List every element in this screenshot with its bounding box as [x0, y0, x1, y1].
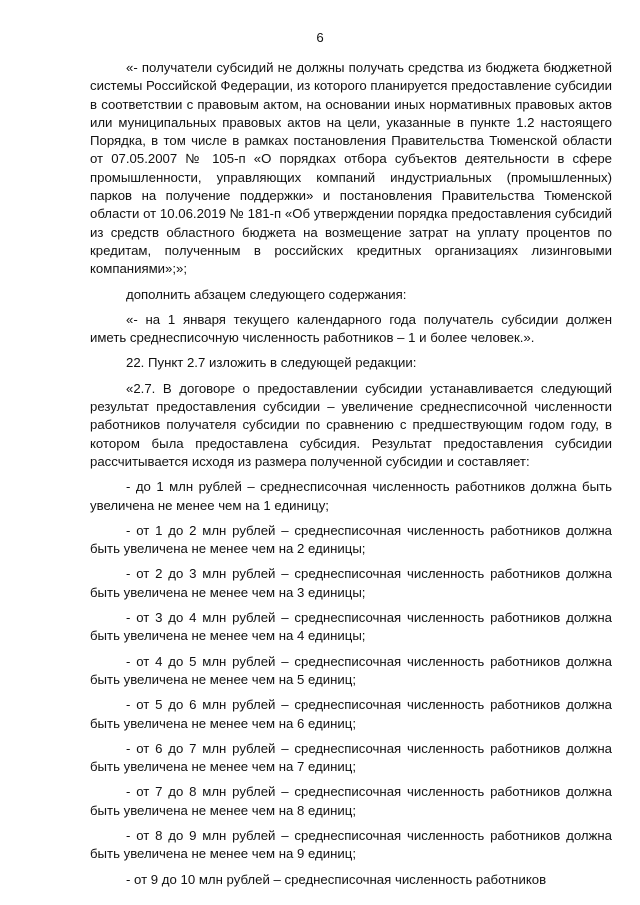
- list-item: - от 5 до 6 млн рублей – среднесписочная численность работников должна быть увеличена не менее чем на 6 единиц;: [90, 697, 612, 731]
- paragraph-headcount-requirement: «- на 1 января текущего календарного года получатель субсидии должен иметь среднесписочную численность работников – 1 и более человек.».: [90, 311, 612, 346]
- list-item: - от 4 до 5 млн рублей – среднесписочная численность работников должна быть увеличена не менее чем на 5 единиц;: [90, 653, 612, 687]
- list-item: - от 9 до 10 млн рублей – среднесписочная численность работников: [126, 871, 547, 887]
- list-item: - от 7 до 8 млн рублей – среднесписочная численность работников должна быть увеличена не менее чем на 8 единиц;: [90, 784, 612, 818]
- paragraph-clause-2-7: «2.7. В договоре о предоставлении субсидии устанавливается следующий результат предоставления субсидии – увеличение среднесписочной численности работников получателя субсидии по сравнению с предшествующим годом году, в котором была предоставлена субсидия. Результат предоставления субсидии рассчитывается исходя из размера полученной субсидии и составляет:: [90, 380, 612, 469]
- list-item: - от 2 до 3 млн рублей – среднесписочная численность работников должна быть увеличена не менее чем на 3 единицы;: [90, 566, 612, 600]
- paragraph-recipients-requirement: «- получатели субсидий не должны получать средства из бюджета бюджетной системы Российской Федерации, из которого планируется предоставление субсидии в соответствии с правовым актом, на основании иных нормативных правовых актов или муниципальных правовых актов на цели, указанные в пункте 1.2 настоящего Порядка, в том числе в рамках постановления Правительства Тюменской области от 07.05.2007 № 105-п «О порядках отбора субъектов деятельности в сфере промышленности, управляющих компаний индустриальных (промышленных) парков на получение поддержки» и постановления Правительства Тюменской области от 10.06.2019 № 181-п «Об утверждении порядка предоставления субсидий из средств областного бюджета на возмещение затрат на уплату процентов по кредитам, полученным в российских кредитных организациях лизинговыми компаниями»;»;: [90, 60, 612, 277]
- list-item: - до 1 млн рублей – среднесписочная численность работников должна быть увеличена не менее чем на 1 единицу;: [90, 479, 612, 513]
- page-number: 6: [316, 30, 324, 45]
- list-item: - от 6 до 7 млн рублей – среднесписочная численность работников должна быть увеличена не менее чем на 7 единиц;: [90, 740, 612, 775]
- paragraph-add-clause: дополнить абзацем следующего содержания:: [126, 286, 407, 302]
- document-body: [90, 59, 612, 896]
- list-item: - от 1 до 2 млн рублей – среднесписочная численность работников должна быть увеличена не менее чем на 2 единицы;: [90, 522, 612, 557]
- paragraph-item-22: 22. Пункт 2.7 изложить в следующей редакции:: [126, 355, 417, 371]
- list-item: - от 3 до 4 млн рублей – среднесписочная численность работников должна быть увеличена не менее чем на 4 единицы;: [90, 610, 612, 644]
- list-item: - от 8 до 9 млн рублей – среднесписочная численность работников должна быть увеличена не менее чем на 9 единиц;: [90, 827, 612, 862]
